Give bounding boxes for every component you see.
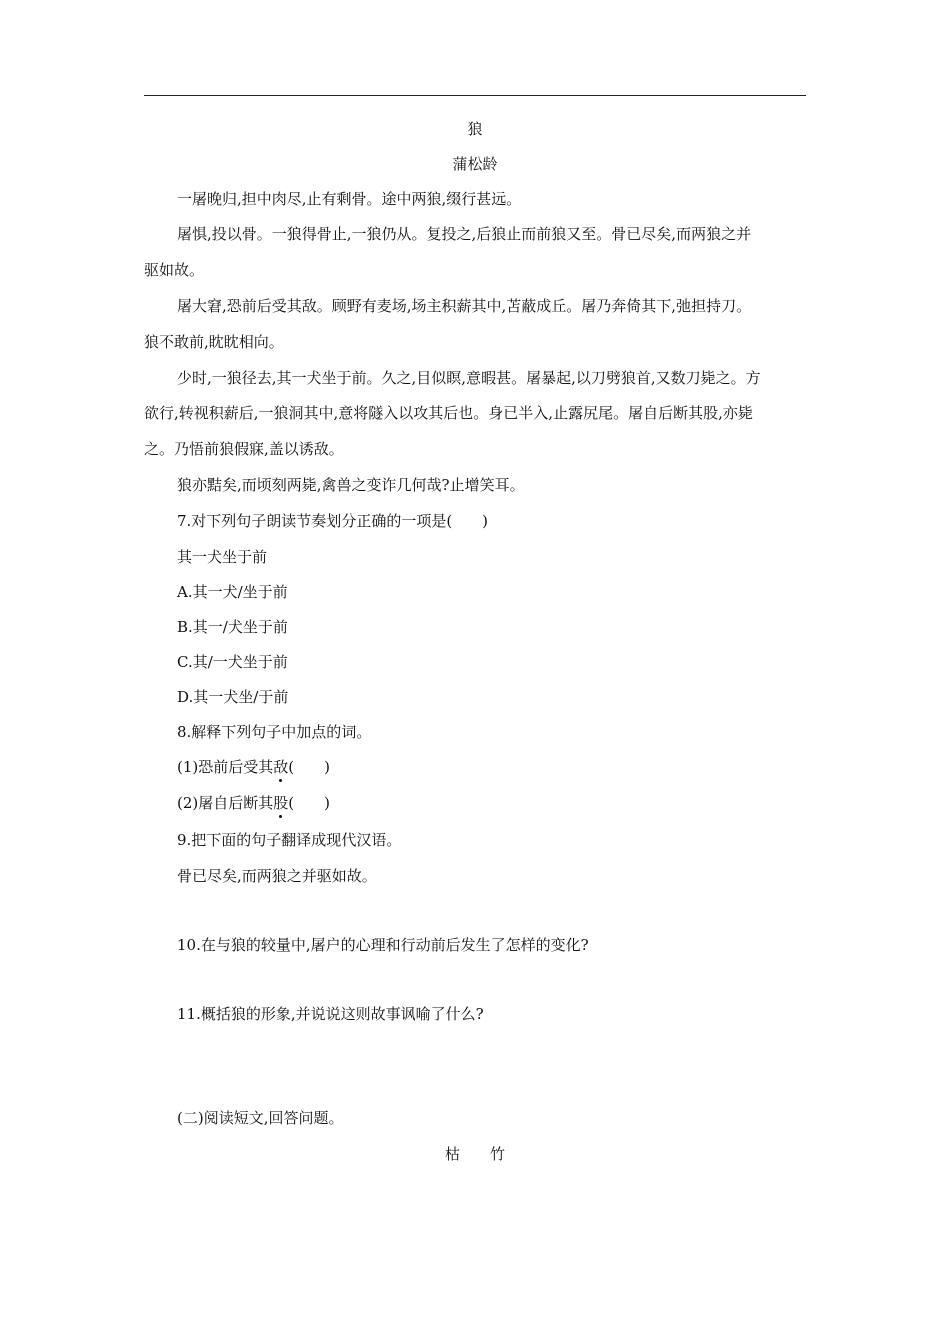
- paragraph-1: 一屠晚归,担中肉尽,止有剩骨。途中两狼,缀行甚远。: [177, 190, 522, 208]
- paragraph-2-line-2: 驱如故。: [144, 261, 205, 279]
- question-8: 8.解释下列句子中加点的词。: [177, 723, 372, 741]
- dotted-word-gu: 股: [273, 794, 289, 812]
- option-d: D.其一犬坐/于前: [177, 688, 289, 706]
- option-a: A.其一犬/坐于前: [177, 583, 288, 601]
- question-9-sentence: 骨已尽矣,而两狼之并驱如故。: [177, 867, 377, 885]
- paragraph-4-line-2: 欲行,转视积薪后,一狼洞其中,意将隧入以攻其后也。身已半入,止露尻尾。屠自后断其股,亦毙: [144, 404, 753, 422]
- question-7: 7.对下列句子朗读节奏划分正确的一项是( ): [177, 512, 489, 530]
- paragraph-3-line-2: 狼不敢前,眈眈相向。: [144, 333, 284, 351]
- option-c: C.其/一犬坐于前: [177, 653, 288, 671]
- dotted-word-di: 敌: [273, 758, 289, 776]
- answer-blank: ( ): [288, 758, 330, 776]
- header-rule: [144, 95, 806, 96]
- option-b: B.其一/犬坐于前: [177, 618, 288, 636]
- question-8-item-1: [177, 757, 330, 777]
- paragraph-4-line-1: 少时,一狼径去,其一犬坐于前。久之,目似瞑,意暇甚。屠暴起,以刀劈狼首,又数刀毙之。方: [177, 369, 761, 387]
- answer-blank: ( ): [288, 794, 330, 812]
- question-8-item-2-text: (2)屠自后断其: [177, 794, 274, 812]
- question-8-item-2: [177, 793, 330, 813]
- paragraph-3-line-1: 屠大窘,恐前后受其敌。顾野有麦场,场主积薪其中,苫蔽成丘。屠乃奔倚其下,弛担持刀。: [177, 297, 752, 315]
- section-2-title: 枯竹: [444, 1145, 535, 1163]
- passage-author: 蒲松龄: [452, 155, 498, 173]
- question-7-sentence: 其一犬坐于前: [177, 548, 268, 566]
- passage-title: 狼: [467, 120, 483, 138]
- question-11: 11.概括狼的形象,并说说这则故事讽喻了什么?: [177, 1005, 484, 1023]
- question-8-item-1-text: (1)恐前后受其: [177, 758, 274, 776]
- paragraph-4-line-3: 之。乃悟前狼假寐,盖以诱敌。: [144, 440, 344, 458]
- question-10: 10.在与狼的较量中,屠户的心理和行动前后发生了怎样的变化?: [177, 936, 589, 954]
- section-2-instruction: (二)阅读短文,回答问题。: [177, 1109, 344, 1127]
- paragraph-5: 狼亦黠矣,而顷刻两毙,禽兽之变诈几何哉?止增笑耳。: [177, 476, 525, 494]
- paragraph-2-line-1: 屠惧,投以骨。一狼得骨止,一狼仍从。复投之,后狼止而前狼又至。骨已尽矣,而两狼之并: [177, 225, 752, 243]
- question-9: 9.把下面的句子翻译成现代汉语。: [177, 831, 402, 849]
